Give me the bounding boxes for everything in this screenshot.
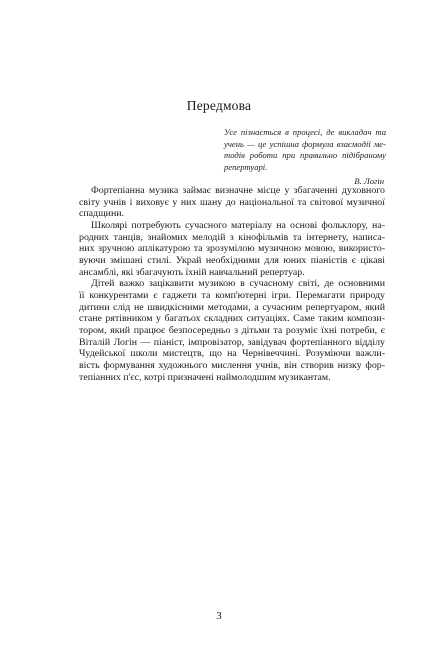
- text-line: родних танців, знайомих мелодій з кінофільмів та інтернету, написа-: [79, 231, 385, 243]
- text-line: спадщини.: [79, 208, 125, 220]
- text-line: Школярі потребують сучасного матеріалу на основі фольклору, на-: [91, 219, 385, 231]
- text-line: вість формування художнього мислення учнів, він створив низку фор-: [79, 359, 385, 371]
- text-line: світу учнів і виховує у них шану до національної та світової музичної: [79, 196, 385, 208]
- text-line: дитини слід не швидкісними методами, а сучасним репертуаром, який: [79, 301, 385, 313]
- epigraph-line: Усе пізнається в процесі, де викладач та: [224, 127, 386, 137]
- body-text: [79, 185, 385, 383]
- text-line: Дітей важко зацікавити музикою в сучасному світі, де основними: [91, 278, 385, 290]
- epigraph: [224, 127, 386, 188]
- epigraph-line: репертуарі.: [224, 161, 268, 172]
- page-title: Передмова: [186, 98, 252, 113]
- text-line: них зручною аплікатурою та зрозумілою музичною мовою, використо-: [79, 243, 385, 255]
- page-number: 3: [216, 610, 222, 622]
- epigraph-line: тодів роботи при правильно підібраному: [224, 150, 386, 161]
- text-line: тором, який працює безпосередньо з дітьми та розуміє їхні потреби, є: [79, 324, 385, 336]
- paragraph-3: [79, 278, 385, 383]
- text-line: стане рятівником у багатьох складних ситуаціях. Саме таким компози-: [79, 313, 385, 325]
- epigraph-line: учень — це успішна формула взаємодії ме-: [224, 138, 386, 149]
- paragraph-2: [79, 220, 385, 278]
- epigraph-author: В. Логін: [354, 176, 384, 187]
- text-line: вуючи змішані стилі. Украй необхідними для юних піаністів є цікаві: [79, 254, 385, 266]
- text-line: її конкурентами є гаджети та комп'ютерні ігри. Перемагати природу: [79, 289, 385, 301]
- text-line: тепіанних п'єс, котрі призначені наймолодшим музикантам.: [79, 371, 331, 383]
- paragraph-1: [79, 185, 385, 220]
- text-line: Фортепіанна музика займає визначне місце у збагаченні духовного: [91, 185, 385, 196]
- text-line: Чудейської школи мистецтв, що на Чернівеччині. Розуміючи важли-: [79, 348, 385, 360]
- text-line: Віталій Логін — піаніст, імпровізатор, завідувач фортепіанного відділу: [79, 336, 385, 348]
- text-line: ансамблі, які збагачують їхній навчальний репертуар.: [79, 266, 305, 278]
